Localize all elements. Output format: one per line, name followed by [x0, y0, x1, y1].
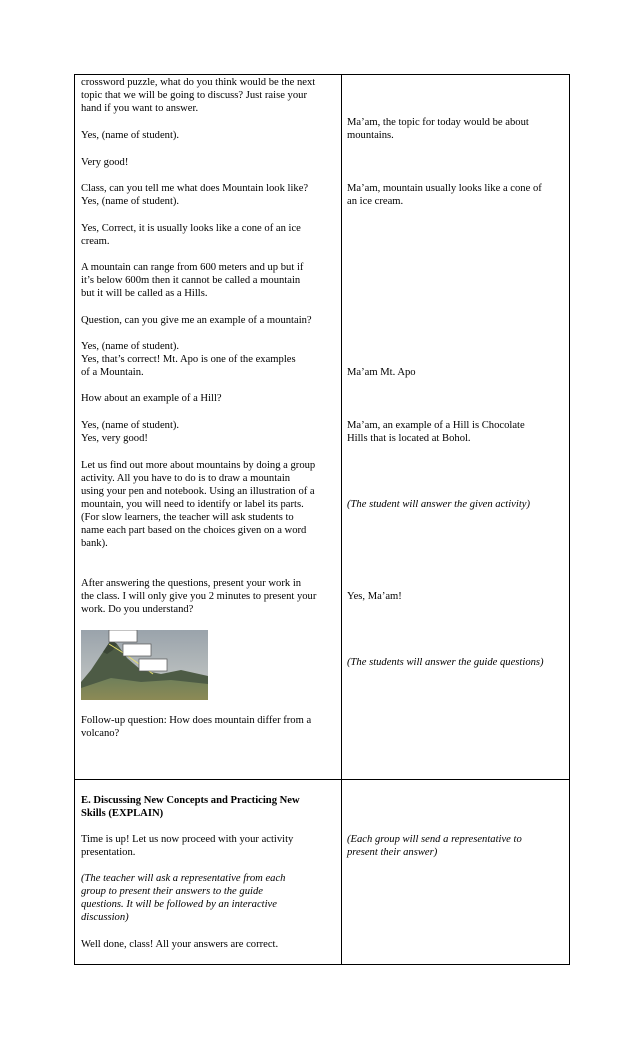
teacher-line: the class. I will only give you 2 minutes to present your: [81, 591, 317, 602]
teacher-line: topic that we will be going to discuss? Just raise your: [81, 90, 307, 101]
teacher-line: How about an example of a Hill?: [81, 393, 222, 404]
student-line: (The students will answer the guide questions): [347, 657, 544, 668]
teacher-line: volcano?: [81, 728, 120, 739]
section-heading: Skills (EXPLAIN): [81, 808, 164, 819]
teacher-line: Yes, (name of student).: [81, 130, 180, 141]
teacher-line: cream.: [81, 236, 110, 247]
student-line: Ma’am Mt. Apo: [347, 367, 416, 378]
teacher-line: Time is up! Let us now proceed with your activity: [81, 834, 294, 845]
teacher-line: questions. It will be followed by an interactive: [81, 899, 277, 910]
teacher-line: Yes, (name of student).: [81, 420, 180, 431]
student-line: Yes, Ma’am!: [347, 591, 402, 602]
teacher-line: hand if you want to answer.: [81, 103, 199, 114]
teacher-line: Follow-up question: How does mountain differ from a: [81, 715, 312, 726]
mountain-illustration: [81, 630, 208, 700]
teacher-line: A mountain can range from 600 meters and up but if: [81, 262, 304, 273]
student-line: Ma’am, the topic for today would be about: [347, 117, 529, 128]
section-heading: E. Discussing New Concepts and Practicing New: [81, 795, 300, 806]
teacher-line: crossword puzzle, what do you think would be the next: [81, 77, 316, 88]
teacher-line: bank).: [81, 538, 108, 549]
teacher-line: discussion): [81, 912, 129, 923]
student-line: Hills that is located at Bohol.: [347, 433, 471, 444]
teacher-line: Question, can you give me an example of a mountain?: [81, 315, 312, 326]
row-divider: [74, 779, 570, 780]
teacher-line: Yes, Correct, it is usually looks like a cone of an ice: [81, 223, 301, 234]
teacher-line: Yes, that’s correct! Mt. Apo is one of the examples: [81, 354, 296, 365]
teacher-line: Class, can you tell me what does Mountain look like?: [81, 183, 309, 194]
teacher-line: but it will be called as a Hills.: [81, 288, 208, 299]
student-line: an ice cream.: [347, 196, 404, 207]
teacher-line: Yes, (name of student).: [81, 196, 180, 207]
teacher-line: Let us find out more about mountains by doing a group: [81, 460, 316, 471]
student-line: Ma’am, an example of a Hill is Chocolate: [347, 420, 525, 431]
teacher-line: Well done, class! All your answers are correct.: [81, 939, 279, 950]
teacher-line: (For slow learners, the teacher will ask students to: [81, 512, 294, 523]
teacher-line: After answering the questions, present your work in: [81, 578, 302, 589]
teacher-line: group to present their answers to the guide: [81, 886, 263, 897]
teacher-line: Yes, (name of student).: [81, 341, 180, 352]
teacher-line: it’s below 600m then it cannot be called a mountain: [81, 275, 301, 286]
teacher-line: name each part based on the choices given on a word: [81, 525, 307, 536]
teacher-line: Very good!: [81, 157, 129, 168]
student-line: (Each group will send a representative to: [347, 834, 522, 845]
student-line: present their answer): [347, 847, 438, 858]
column-divider: [341, 74, 342, 965]
teacher-line: presentation.: [81, 847, 136, 858]
teacher-line: of a Mountain.: [81, 367, 144, 378]
teacher-line: mountain, you will need to identify or label its parts.: [81, 499, 304, 510]
student-line: Ma’am, mountain usually looks like a cone of: [347, 183, 542, 194]
teacher-line: activity. All you have to do is to draw a mountain: [81, 473, 291, 484]
teacher-line: Yes, very good!: [81, 433, 148, 444]
student-line: (The student will answer the given activity): [347, 499, 531, 510]
teacher-line: work. Do you understand?: [81, 604, 194, 615]
teacher-line: using your pen and notebook. Using an illustration of a: [81, 486, 315, 497]
teacher-line: (The teacher will ask a representative from each: [81, 873, 286, 884]
student-line: mountains.: [347, 130, 394, 141]
